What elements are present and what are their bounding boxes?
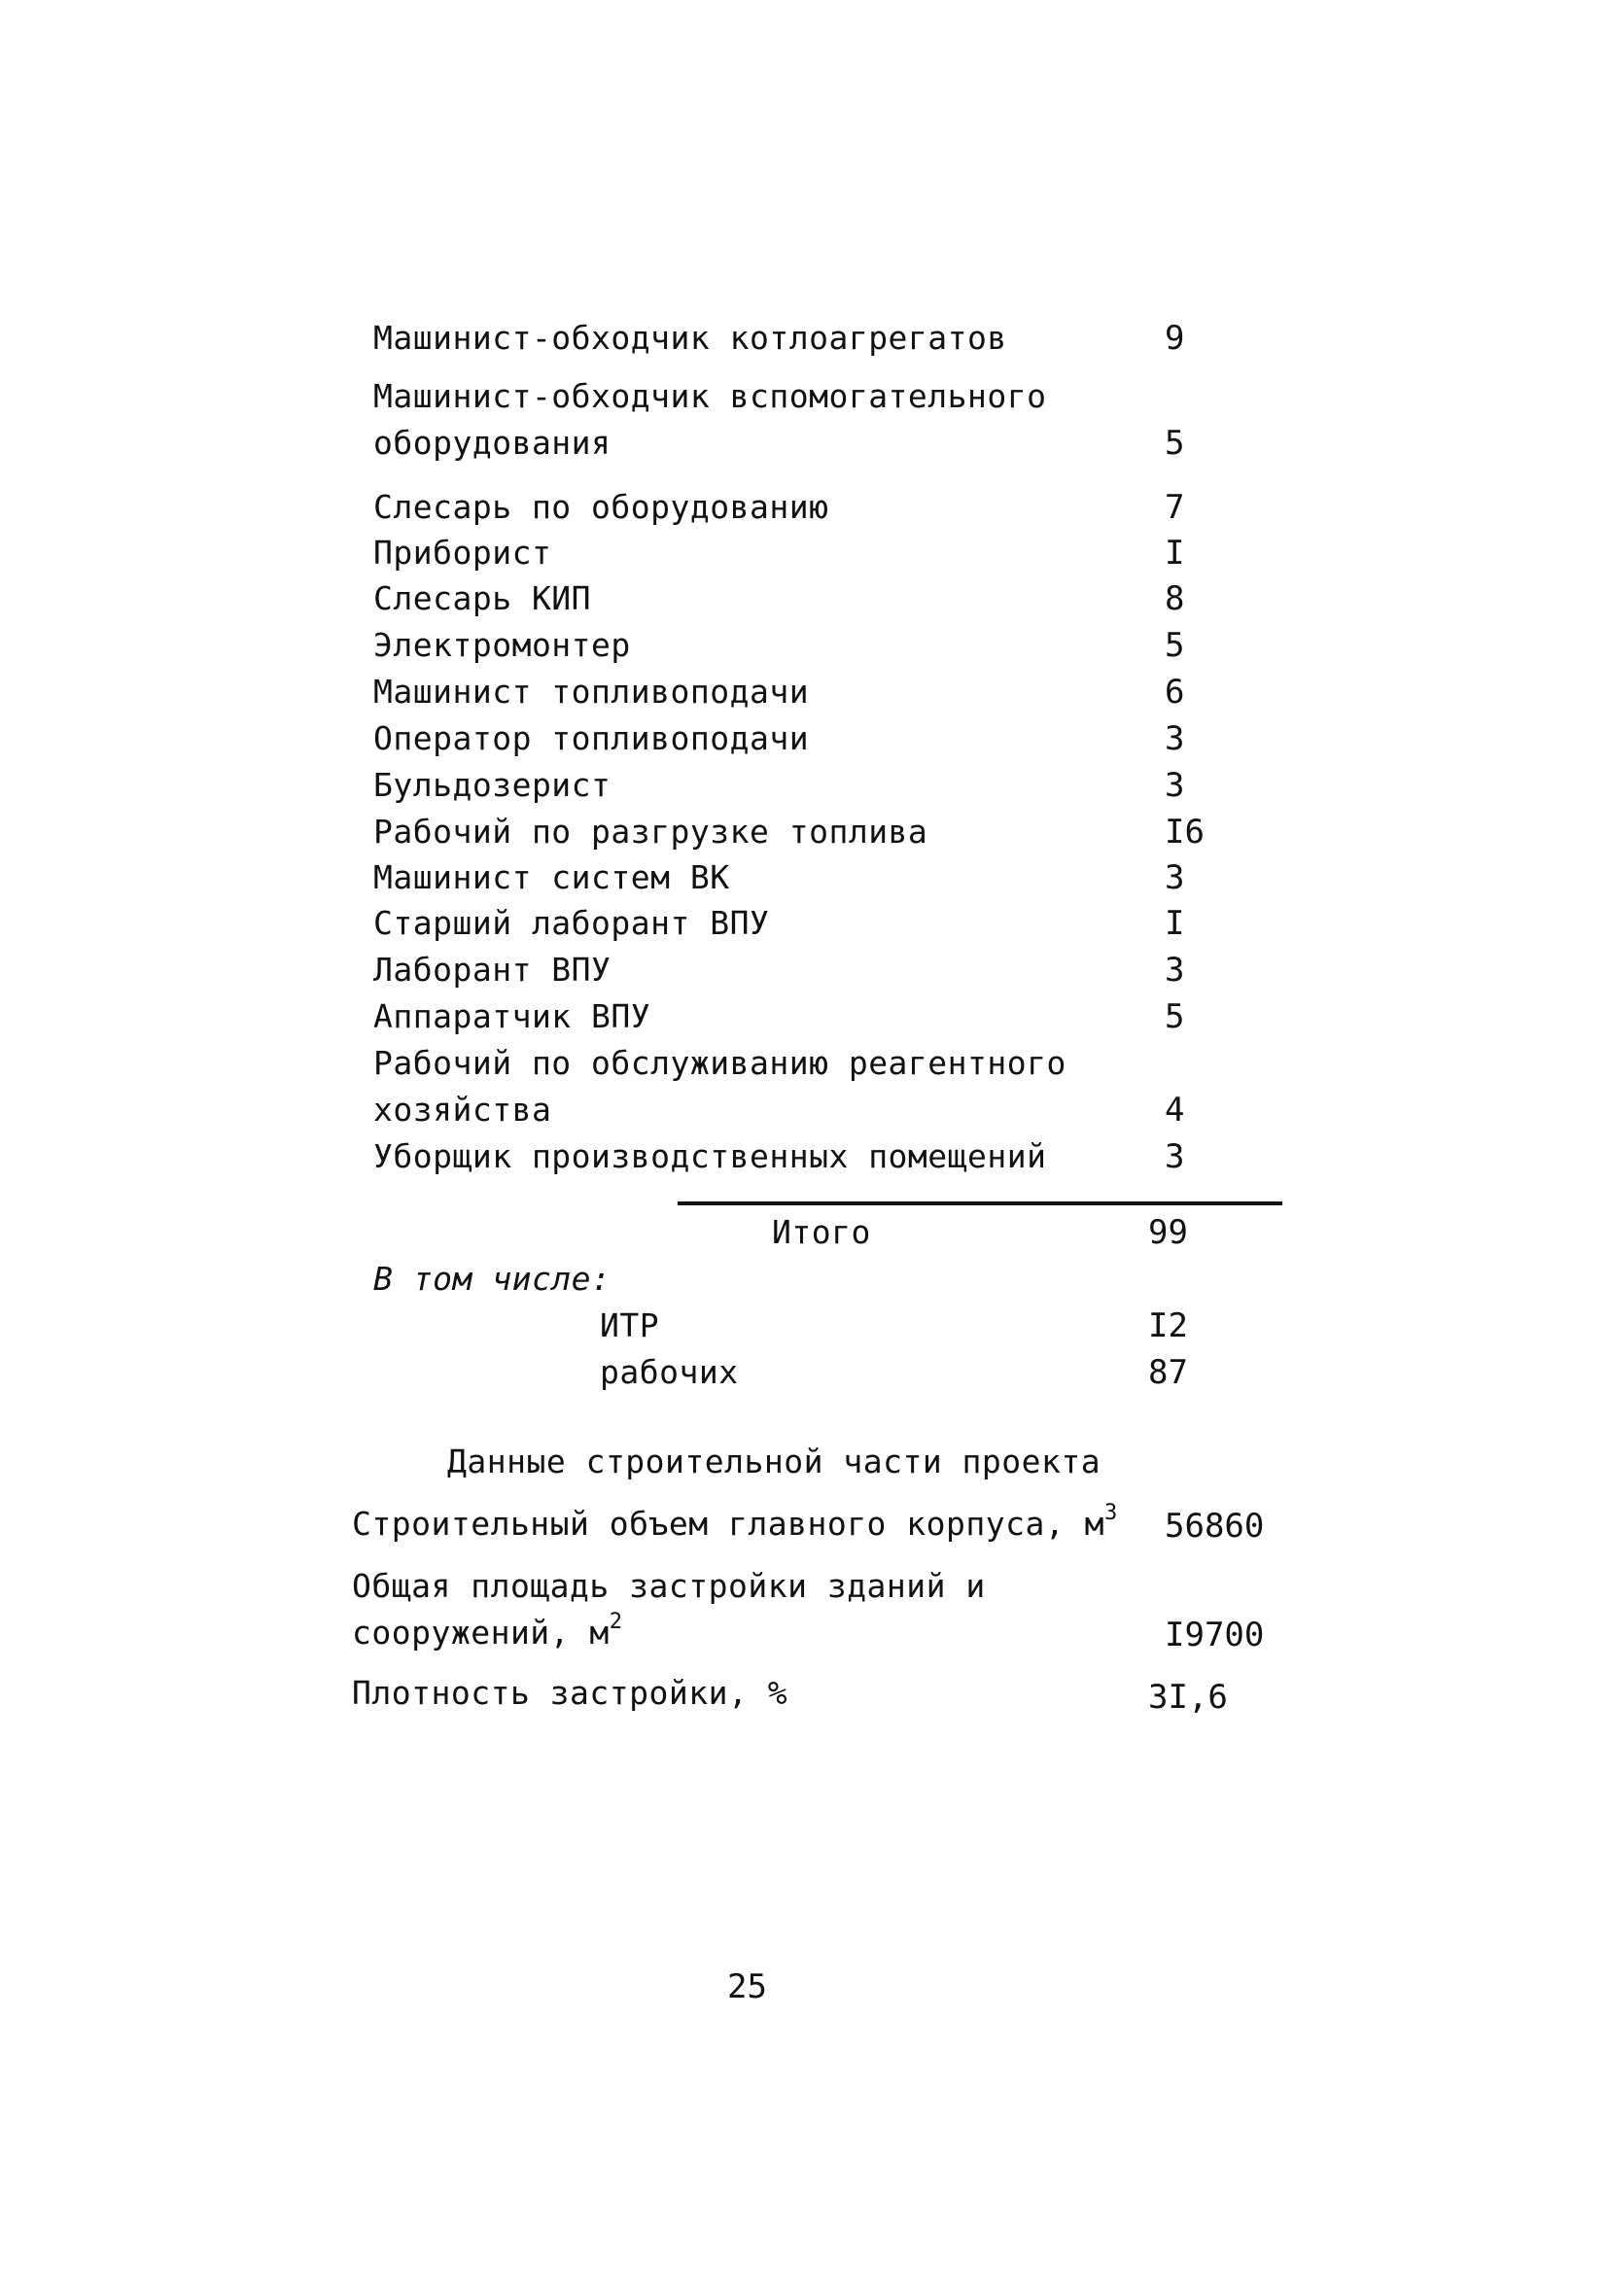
- staff-name: Электромонтер: [373, 626, 631, 664]
- staff-name: Машинист-обходчик котлоагрегатов: [373, 319, 1007, 357]
- area-value: I9700: [1165, 1616, 1265, 1654]
- total-divider: [678, 1201, 1282, 1205]
- staff-count: I6: [1165, 813, 1205, 852]
- staff-name-continued: хозяйства: [373, 1091, 552, 1129]
- staff-count: 7: [1165, 488, 1185, 527]
- volume-label: [352, 1501, 1118, 1544]
- staff-name: Аппаратчик ВПУ: [373, 997, 651, 1035]
- staff-count: 3: [1165, 951, 1185, 990]
- staff-name: Слесарь КИП: [373, 579, 592, 617]
- staff-count: 5: [1165, 626, 1185, 665]
- staff-count: 5: [1165, 424, 1185, 463]
- construction-heading: Данные строительной части проекта: [447, 1443, 1101, 1480]
- including-label: В том числе:: [373, 1260, 612, 1298]
- total-label: Итого: [772, 1213, 871, 1251]
- volume-unit-exponent: 3: [1103, 1501, 1118, 1525]
- staff-name: Лаборант ВПУ: [373, 951, 612, 989]
- staff-name: Приборист: [373, 534, 552, 572]
- area-label-text: сооружений, м: [352, 1614, 610, 1652]
- staff-name: Машинист-обходчик вспомогательного: [373, 377, 1047, 415]
- staff-count: 3: [1165, 1137, 1185, 1176]
- volume-value: 56860: [1165, 1507, 1265, 1546]
- area-label-continued: [352, 1610, 623, 1652]
- staff-count: 9: [1165, 319, 1185, 358]
- workers-value: 87: [1148, 1353, 1188, 1392]
- workers-label: рабочих: [600, 1353, 739, 1391]
- staff-count: 3: [1165, 858, 1185, 897]
- staff-name: Рабочий по обслуживанию реагентного: [373, 1044, 1066, 1082]
- staff-count: 6: [1165, 673, 1185, 712]
- density-label: Плотность застройки, %: [352, 1674, 788, 1712]
- itr-value: I2: [1148, 1306, 1188, 1345]
- total-value: 99: [1148, 1213, 1188, 1252]
- staff-count: I: [1165, 904, 1185, 943]
- staff-name: Уборщик производственных помещений: [373, 1137, 1047, 1175]
- volume-label-text: Строительный объем главного корпуса, м: [352, 1505, 1104, 1543]
- staff-count: I: [1165, 534, 1185, 573]
- staff-count: 8: [1165, 579, 1185, 618]
- staff-name: Оператор топливоподачи: [373, 719, 810, 757]
- staff-count: 3: [1165, 766, 1185, 805]
- staff-count: 5: [1165, 997, 1185, 1036]
- staff-count: 3: [1165, 719, 1185, 758]
- staff-count: 4: [1165, 1091, 1185, 1130]
- area-unit-exponent: 2: [609, 1610, 623, 1634]
- area-label: Общая площадь застройки зданий и: [352, 1567, 986, 1605]
- staff-name: Рабочий по разгрузке топлива: [373, 813, 928, 851]
- staff-name: Машинист систем ВК: [373, 858, 730, 896]
- staff-name: Машинист топливоподачи: [373, 673, 810, 711]
- staff-name: Старший лаборант ВПУ: [373, 904, 770, 942]
- staff-name-continued: оборудования: [373, 424, 612, 462]
- staff-name: Слесарь по оборудованию: [373, 488, 829, 526]
- itr-label: ИТР: [600, 1306, 660, 1344]
- staff-name: Бульдозерист: [373, 766, 612, 804]
- density-value: 3I,6: [1148, 1678, 1228, 1717]
- page-number: 25: [727, 1967, 767, 2006]
